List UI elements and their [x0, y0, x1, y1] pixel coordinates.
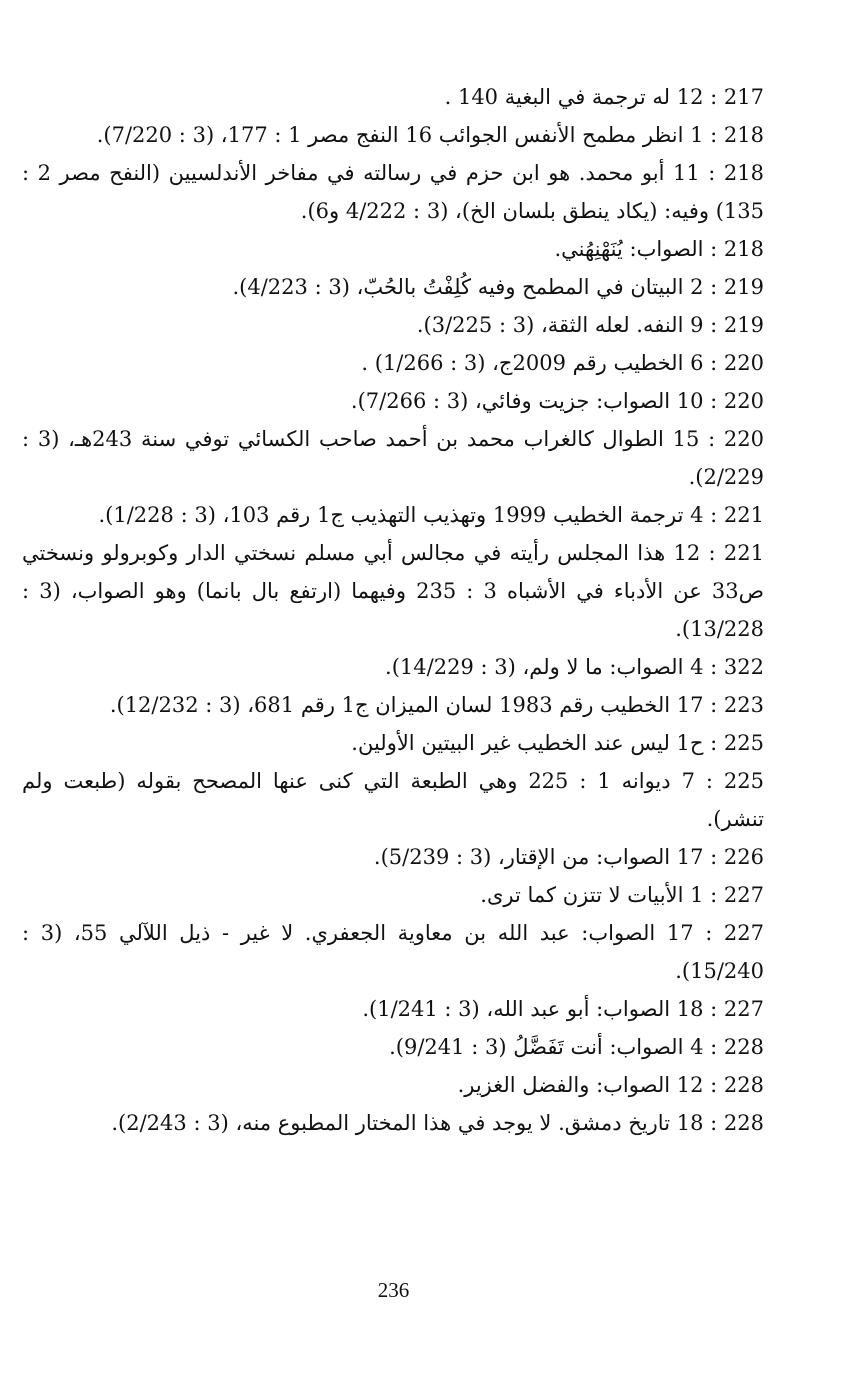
- note-entry-11: 221 : 12 هذا المجلس رأيته في مجالس أبي مسلم نسختي الدار وكوبرولو ونسختي ص33 عن الأدباء في الأشباه 3 : 235 وفيهما (ارتفع بال بانما) وهو الصواب، (3 : 13/228).: [22, 541, 765, 641]
- note-entry-16: 226 : 17 الصواب: من الإقتار، (3 : 5/239).: [373, 845, 764, 869]
- page-number: 236: [377, 1278, 410, 1302]
- note-entry-19: 227 : 18 الصواب: أبو عبد الله، (3 : 1/241).: [362, 997, 764, 1021]
- note-entry-3: 218 : 11 أبو محمد. هو ابن حزم في رسالته في مفاخر الأندلسيين (النفح مصر 2 : 135) وفيه: (يكاد ينطق بلسان الخ)، (3 : 4/222 و6).: [22, 161, 764, 223]
- note-entry-7: 220 : 6 الخطيب رقم 2009ج، (3 : 1/266) .: [361, 351, 764, 375]
- note-entry-9: 220 : 15 الطوال كالغراب محمد بن أحمد صاحب الكسائي توفي سنة 243هـ، (3 : 2/229).: [22, 427, 764, 489]
- note-entry-2: 218 : 1 انظر مطمح الأنفس الجوائب 16 النفج مصر 1 : 177، (3 : 7/220).: [96, 123, 764, 147]
- note-entry-22: 228 : 18 تاريخ دمشق. لا يوجد في هذا المختار المطبوع منه، (3 : 2/243).: [111, 1111, 764, 1135]
- note-entry-1: 217 : 12 له ترجمة في البغية 140 .: [444, 85, 764, 109]
- note-entry-17: 227 : 1 الأبيات لا تتزن كما ترى.: [480, 883, 764, 907]
- note-entry-4: 218 : الصواب: يُنَهْنِهُني.: [554, 237, 764, 261]
- note-entry-13: 223 : 17 الخطيب رقم 1983 لسان الميزان ج1 رقم 681، (3 : 12/232).: [109, 693, 764, 717]
- note-entry-14: 225 : ح1 ليس عند الخطيب غير البيتين الأولين.: [351, 731, 764, 755]
- note-entry-18: 227 : 17 الصواب: عبد الله بن معاوية الجعفري. لا غير - ذيل اللآلي 55، (3 : 15/240).: [22, 921, 764, 983]
- notes-list: [22, 78, 764, 1142]
- note-entry-10: 221 : 4 ترجمة الخطيب 1999 وتهذيب التهذيب ج1 رقم 103، (3 : 1/228).: [98, 503, 764, 527]
- note-entry-15: 225 : 7 ديوانه 1 : 225 وهي الطبعة التي كنى عنها المصحح بقوله (طبعت ولم تنشر).: [22, 769, 764, 831]
- note-entry-12: 322 : 4 الصواب: ما لا ولم، (3 : 14/229).: [385, 655, 764, 679]
- note-entry-6: 219 : 9 النفه. لعله الثقة، (3 : 3/225).: [416, 313, 764, 337]
- note-entry-21: 228 : 12 الصواب: والفضل الغزير.: [457, 1073, 764, 1097]
- note-entry-20: 228 : 4 الصواب: أنت تَفَضَّلُ (3 : 9/241).: [389, 1035, 764, 1059]
- note-entry-8: 220 : 10 الصواب: جزيت وفائي، (3 : 7/266).: [350, 389, 764, 413]
- note-entry-5: 219 : 2 البيتان في المطمح وفيه كُلِفْتُ بالحُبّ، (3 : 4/223).: [232, 275, 764, 299]
